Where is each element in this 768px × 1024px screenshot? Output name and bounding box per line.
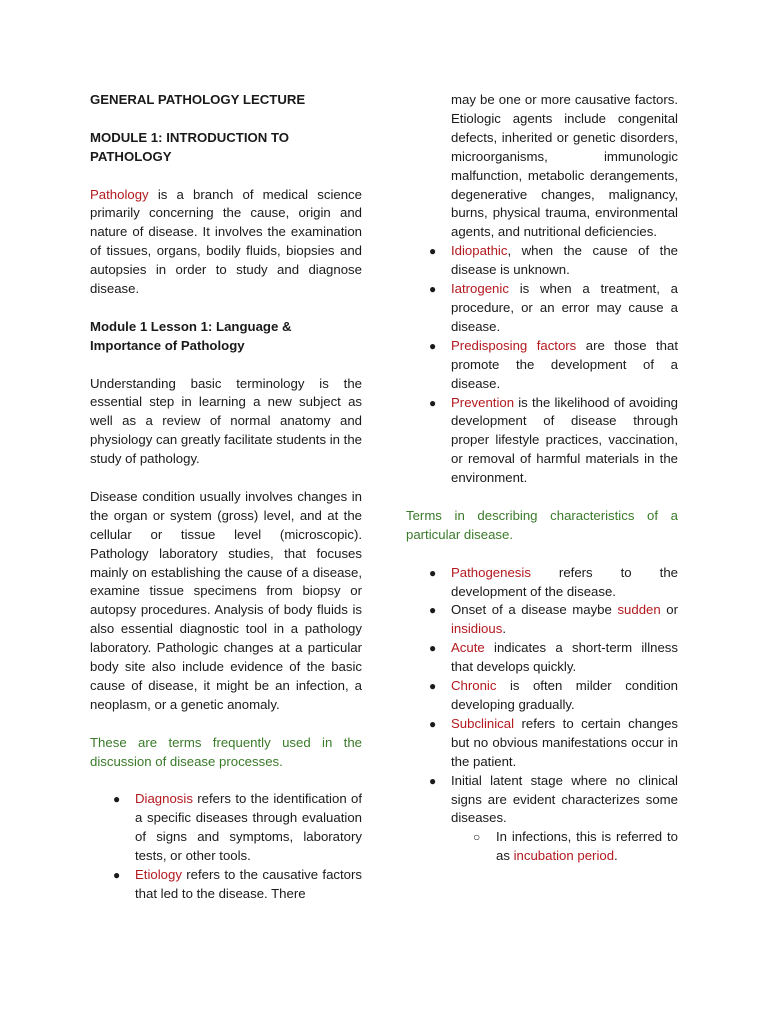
acute-term: Acute xyxy=(451,640,485,656)
iatrogenic-text: is when a treatment, a procedure, or an error may cause a disease. xyxy=(451,281,678,334)
latent-text: Initial latent stage where no clinical signs are evident characterizes some diseases. xyxy=(451,772,678,826)
incubation-text: In infections, this is referred to as xyxy=(496,829,678,864)
predisposing-term: Predisposing factors xyxy=(451,337,577,353)
pathogenesis-term: Pathogenesis xyxy=(451,564,531,580)
idiopathic-text: , when the cause of the disease is unknown. xyxy=(451,243,678,278)
list-item xyxy=(429,280,678,337)
list-item xyxy=(429,242,678,280)
latent-sublist xyxy=(451,828,678,866)
list-item xyxy=(429,394,678,489)
bullet-dot: ● xyxy=(113,792,121,807)
lesson-title: Module 1 Lesson 1: Language & Importance of Pathology xyxy=(90,318,292,353)
bullet-dot: ● xyxy=(429,603,437,618)
list-item xyxy=(429,715,678,772)
list-item xyxy=(429,772,678,867)
bullet-dot: ● xyxy=(429,565,437,580)
characteristics-heading: Terms in describing characteristics of a particular disease. xyxy=(406,507,678,542)
bullet-dot: ● xyxy=(429,338,437,353)
chronic-term: Chronic xyxy=(451,678,497,694)
etiology-continued: may be one or more causative factors. Etiologic agents include congenital defects, inherited or genetic disorders, microorganisms, immunologic malfunction, metabolic derangements, degenerative changes, malignancy, burns, physical trauma, environmental agents, and nutritional deficiencies. xyxy=(451,92,678,240)
etiology-terms-list xyxy=(406,242,678,488)
predisposing-text: are those that promote the development of a disease. xyxy=(451,337,678,391)
bullet-dot: ● xyxy=(429,244,437,259)
list-item xyxy=(429,677,678,715)
pathogenesis-text: refers to the development of the disease. xyxy=(451,564,678,599)
onset-or: or xyxy=(660,602,679,618)
list-item xyxy=(429,601,679,639)
terminology-paragraph: Understanding basic terminology is the essential step in learning a new subject as well as a review of normal anatomy and physiology can greatly facilitate students in the study of pathology. xyxy=(90,375,362,467)
sub-list-item xyxy=(473,828,678,866)
list-item xyxy=(113,790,362,866)
chronic-text: is often milder condition developing gradually. xyxy=(451,678,678,712)
module-title: MODULE 1: INTRODUCTION TO PATHOLOGY xyxy=(90,129,290,164)
pathology-term: Pathology xyxy=(90,186,149,202)
bullet-dot: ● xyxy=(113,868,121,883)
etiology-text: refers to the causative factors that led to the disease. There xyxy=(135,867,362,901)
list-item xyxy=(429,639,678,677)
incubation-end: . xyxy=(614,848,618,864)
list-item xyxy=(429,564,678,602)
bullet-dot: ● xyxy=(429,679,437,694)
iatrogenic-term: Iatrogenic xyxy=(451,281,509,297)
diagnosis-text: refers to the identification of a specific diseases through evaluation of signs and symptoms, laboratory tests, or other tools. xyxy=(135,791,362,864)
bullet-dot: ● xyxy=(429,773,437,788)
pathology-definition xyxy=(90,186,362,299)
bullet-dot: ● xyxy=(429,395,437,410)
characteristics-list xyxy=(406,564,678,867)
list-item xyxy=(113,866,362,904)
bullet-dot: ● xyxy=(429,716,437,731)
onset-end: . xyxy=(502,621,506,637)
idiopathic-term: Idiopathic xyxy=(451,243,508,259)
etiology-term: Etiology xyxy=(135,867,182,883)
onset-text: Onset of a disease maybe xyxy=(451,602,618,618)
list-item xyxy=(429,337,678,394)
left-column xyxy=(90,91,362,904)
acute-text: indicates a short-term illness that develops quickly. xyxy=(451,640,678,675)
diagnosis-term: Diagnosis xyxy=(135,791,193,807)
disease-paragraph: Disease condition usually involves changes in the organ or system (gross) level, and at the cellular or tissue level (microscopic). Pathology laboratory studies, that focuses mainly on establishing the cause of a disease, examine tissue specimens from biopsy or autopsy procedures. Analysis of body fluids is also essential diagnostic tool in a pathology laboratory. Pathologic changes at a particular body site also include evidence of the basic cause of disease, it might be an infection, a neoplasm, or a genetic anomaly. xyxy=(90,488,362,712)
insidious-term: insidious xyxy=(451,621,503,637)
right-column xyxy=(406,91,678,866)
bullet-dot: ● xyxy=(429,641,437,656)
pathology-text: is a branch of medical science primarily concerning the cause, origin and nature of disease. It involves the examination of tissues, organs, bodily fluids, biopsies and autopsies in order to study and diagnose disease. xyxy=(90,186,362,297)
prevention-term: Prevention xyxy=(451,394,515,410)
incubation-term: incubation period xyxy=(513,848,615,864)
bullet-dot: ● xyxy=(429,282,437,297)
prevention-text: is the likelihood of avoiding development of disease through proper lifestyle practices, vaccination, or removal of harmful materials in the environment. xyxy=(451,394,678,486)
lecture-title: GENERAL PATHOLOGY LECTURE xyxy=(90,92,306,107)
subclinical-text: refers to certain changes but no obvious manifestations occur in the patient. xyxy=(451,715,678,769)
terms-heading: These are terms frequently used in the discussion of disease processes. xyxy=(90,734,362,769)
sudden-term: sudden xyxy=(617,602,661,618)
subclinical-term: Subclinical xyxy=(451,715,515,731)
terms-list xyxy=(90,790,362,903)
sub-bullet-circle: ○ xyxy=(473,830,481,845)
